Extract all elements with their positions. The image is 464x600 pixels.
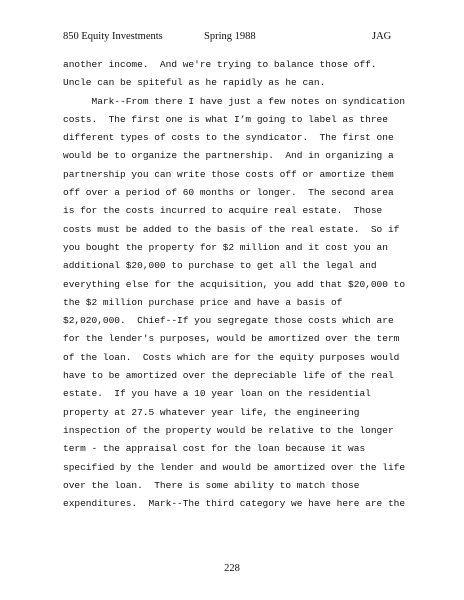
text-line: costs must be added to the basis of the real estate. So if: [63, 223, 400, 235]
text-line: you bought the property for $2 million and it cost you an: [63, 241, 388, 253]
text-line: is for the costs incurred to acquire real estate. Those: [63, 205, 383, 217]
author-initials: JAG: [372, 31, 392, 42]
course-title: 850 Equity Investments: [63, 31, 163, 42]
text-line: Mark--From there I have just a few notes on syndication: [63, 95, 406, 107]
text-line: partnership you can write those costs off or amortize them: [63, 168, 394, 180]
term-label: Spring 1988: [204, 31, 256, 42]
text-line: different types of costs to the syndicator. The first one: [63, 132, 394, 144]
text-line: property at 27.5 whatever year life, the engineering: [63, 406, 360, 418]
text-line: specified by the lender and would be amortized over the life: [63, 461, 406, 473]
transcript-body: [63, 56, 406, 513]
text-line: inspection of the property would be relative to the longer: [63, 424, 394, 436]
text-line: term - the appraisal cost for the loan because it was: [63, 443, 366, 455]
text-line: of the loan. Costs which are for the equity purposes would: [63, 351, 400, 363]
text-line: additional $20,000 to purchase to get all the legal and: [63, 260, 377, 272]
text-line: would be to organize the partnership. And in organizing a: [63, 150, 394, 162]
text-line: Uncle can be spiteful as he rapidly as he can.: [63, 77, 326, 89]
text-line: costs. The first one is what I’m going to label as three: [63, 113, 388, 125]
page-number: 228: [224, 563, 240, 574]
text-line: another income. And we're trying to balance those off.: [63, 59, 377, 70]
text-line: for the lender's purposes, would be amortized over the term: [63, 333, 400, 345]
text-line: everything else for the acquisition, you add that $20,000 to: [63, 278, 406, 290]
page-header: [0, 31, 464, 47]
text-line: estate. If you have a 10 year loan on the residential: [63, 388, 371, 400]
text-line: have to be amortized over the depreciable life of the real: [63, 370, 394, 382]
text-line: expenditures. Mark--The third category we have here are the: [63, 498, 406, 510]
text-line: $2,020,000. Chief--If you segregate those costs which are: [63, 315, 394, 327]
text-line: over the loan. There is some ability to match those: [63, 479, 360, 491]
text-line: off over a period of 60 months or longer. The second area: [63, 187, 394, 199]
text-line: the $2 million purchase price and have a basis of: [63, 296, 343, 308]
